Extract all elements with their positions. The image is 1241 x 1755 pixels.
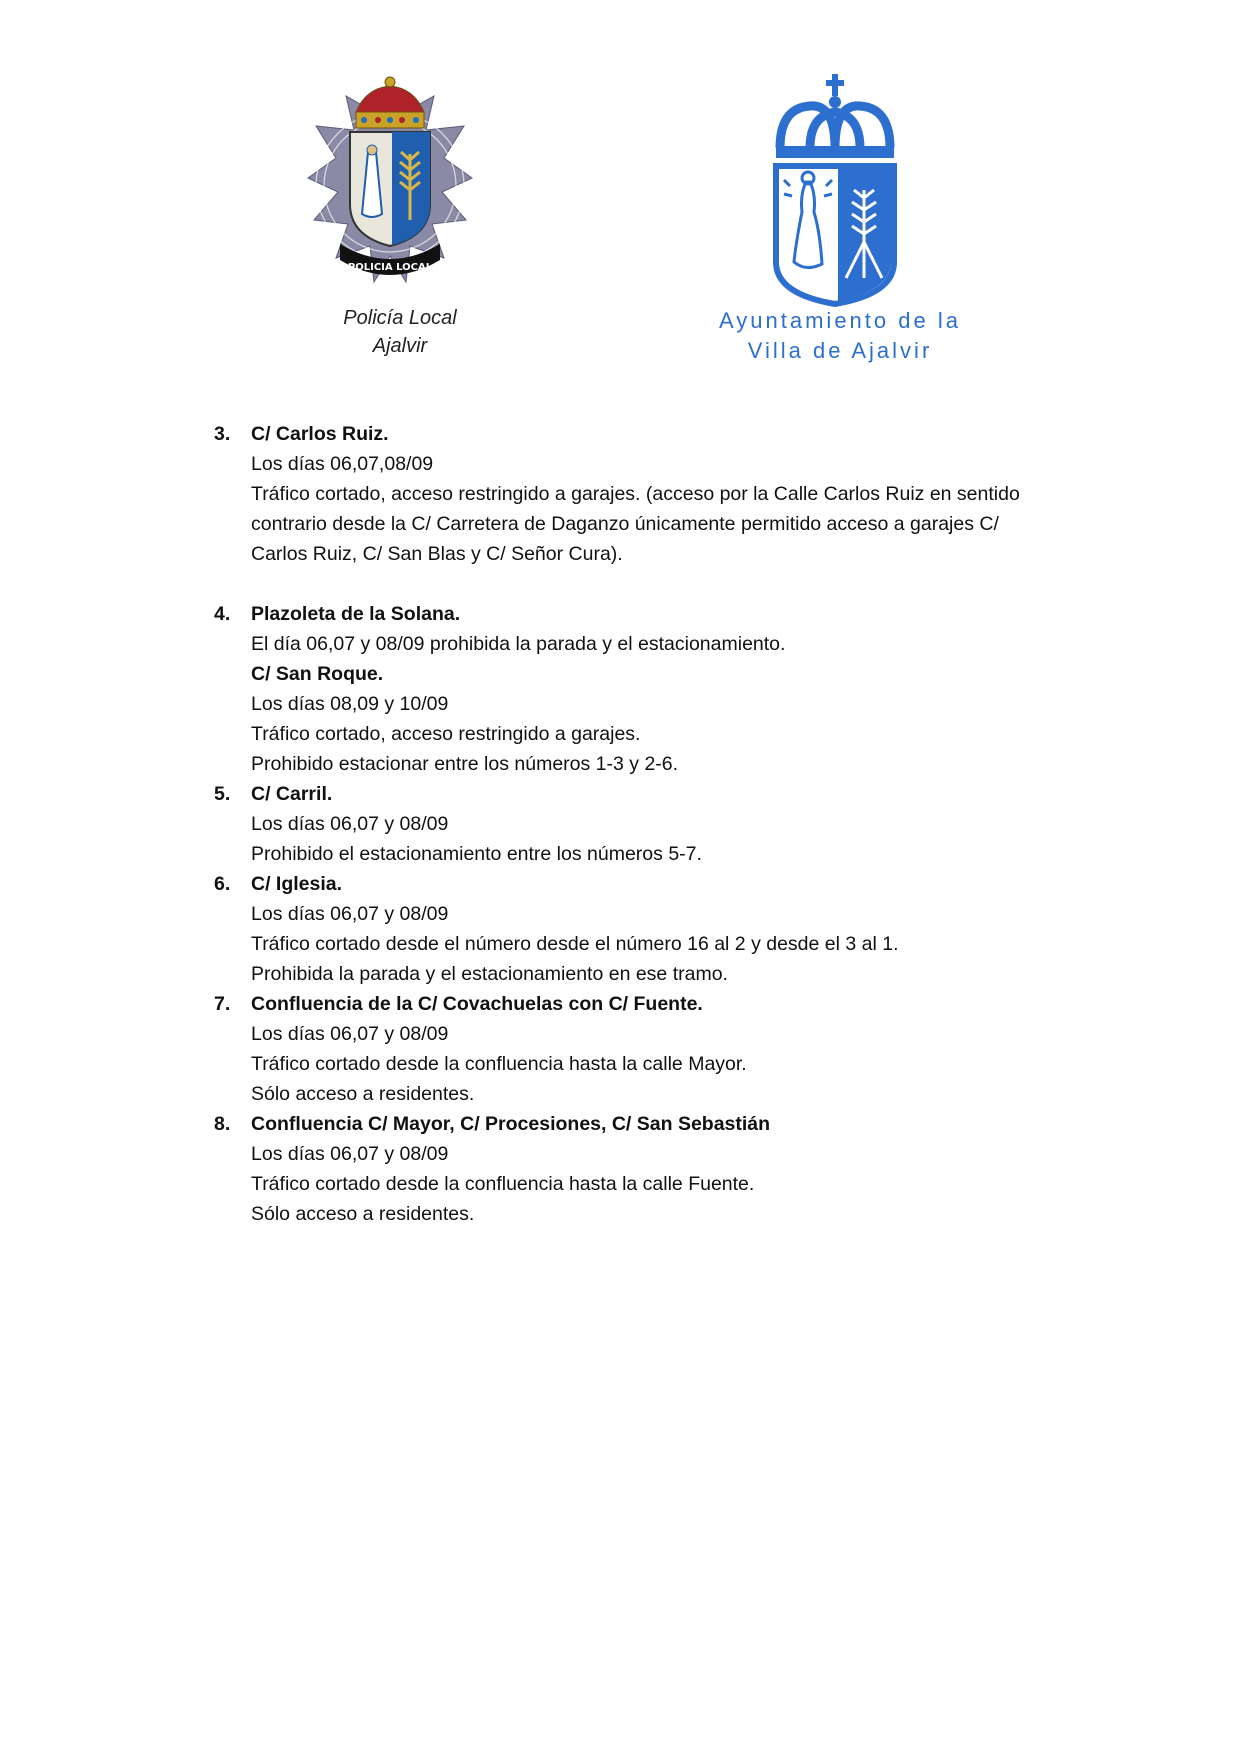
item-title: C/ Iglesia. [251,873,343,895]
item-body [251,1109,1074,1229]
item-line: Prohibido el estacionamiento entre los números 5-7. [251,843,702,865]
list-item [214,989,1074,1109]
item-line: contrario desde la C/ Carretera de Daganzo únicamente permitido acceso a garajes C/ [251,513,999,535]
item-line: Tráfico cortado desde la confluencia hasta la calle Mayor. [251,1053,747,1075]
item-subtitle: C/ San Roque. [251,663,384,685]
item-body [251,779,1074,869]
police-caption-line2: Ajalvir [372,335,428,357]
item-line: Los días 06,07 y 08/09 [251,903,449,925]
item-body [251,599,1074,779]
item-body [251,869,1074,989]
spacer [214,569,1074,599]
item-title: C/ Carril. [251,783,333,805]
item-line: Tráfico cortado desde la confluencia hasta la calle Fuente. [251,1173,755,1195]
ayuntamiento-caption [700,306,980,366]
document-header [0,0,1241,400]
svg-text:POLICIA LOCAL: POLICIA LOCAL [347,262,433,273]
street-closures-list [214,419,1074,1229]
item-number: 5. [214,783,231,805]
item-number: 3. [214,423,231,445]
item-title: Plazoleta de la Solana. [251,603,461,625]
list-item [214,599,1074,779]
item-number: 6. [214,873,231,895]
item-line: Prohibida la parada y el estacionamiento en ese tramo. [251,963,728,985]
item-line: Los días 06,07,08/09 [251,453,434,475]
police-caption-line1: Policía Local [343,307,457,329]
item-line: Prohibido estacionar entre los números 1-3 y 2-6. [251,753,679,775]
police-badge-logo [306,74,474,298]
list-item [214,779,1074,869]
item-line: Los días 06,07 y 08/09 [251,1143,449,1165]
list-item [214,419,1074,569]
item-body [251,989,1074,1109]
item-title: Confluencia C/ Mayor, C/ Procesiones, C/ San Sebastián [251,1113,771,1135]
item-line: Tráfico cortado desde el número desde el número 16 al 2 y desde el 3 al 1. [251,933,899,955]
item-line: Carlos Ruiz, C/ San Blas y C/ Señor Cura). [251,543,623,565]
item-line: Los días 08,09 y 10/09 [251,693,449,715]
list-item [214,869,1074,989]
item-title: Confluencia de la C/ Covachuelas con C/ Fuente. [251,993,703,1015]
item-line: Los días 06,07 y 08/09 [251,1023,449,1045]
ayuntamiento-logo [770,72,900,308]
ayuntamiento-caption-line1: Ayuntamiento de la [719,308,961,333]
item-number: 8. [214,1113,231,1135]
item-title: C/ Carlos Ruiz. [251,423,389,445]
item-line: Tráfico cortado, acceso restringido a garajes. (acceso por la Calle Carlos Ruiz en sentido [251,483,1020,505]
ayuntamiento-caption-line2: Villa de Ajalvir [747,338,933,363]
item-line: Tráfico cortado, acceso restringido a garajes. [251,723,641,745]
item-line: Sólo acceso a residentes. [251,1203,475,1225]
item-line: El día 06,07 y 08/09 prohibida la parada y el estacionamiento. [251,633,786,655]
item-body [251,419,1074,569]
item-number: 4. [214,603,231,625]
item-line: Sólo acceso a residentes. [251,1083,475,1105]
item-number: 7. [214,993,231,1015]
list-item [214,1109,1074,1229]
item-line: Los días 06,07 y 08/09 [251,813,449,835]
police-caption [300,304,500,360]
